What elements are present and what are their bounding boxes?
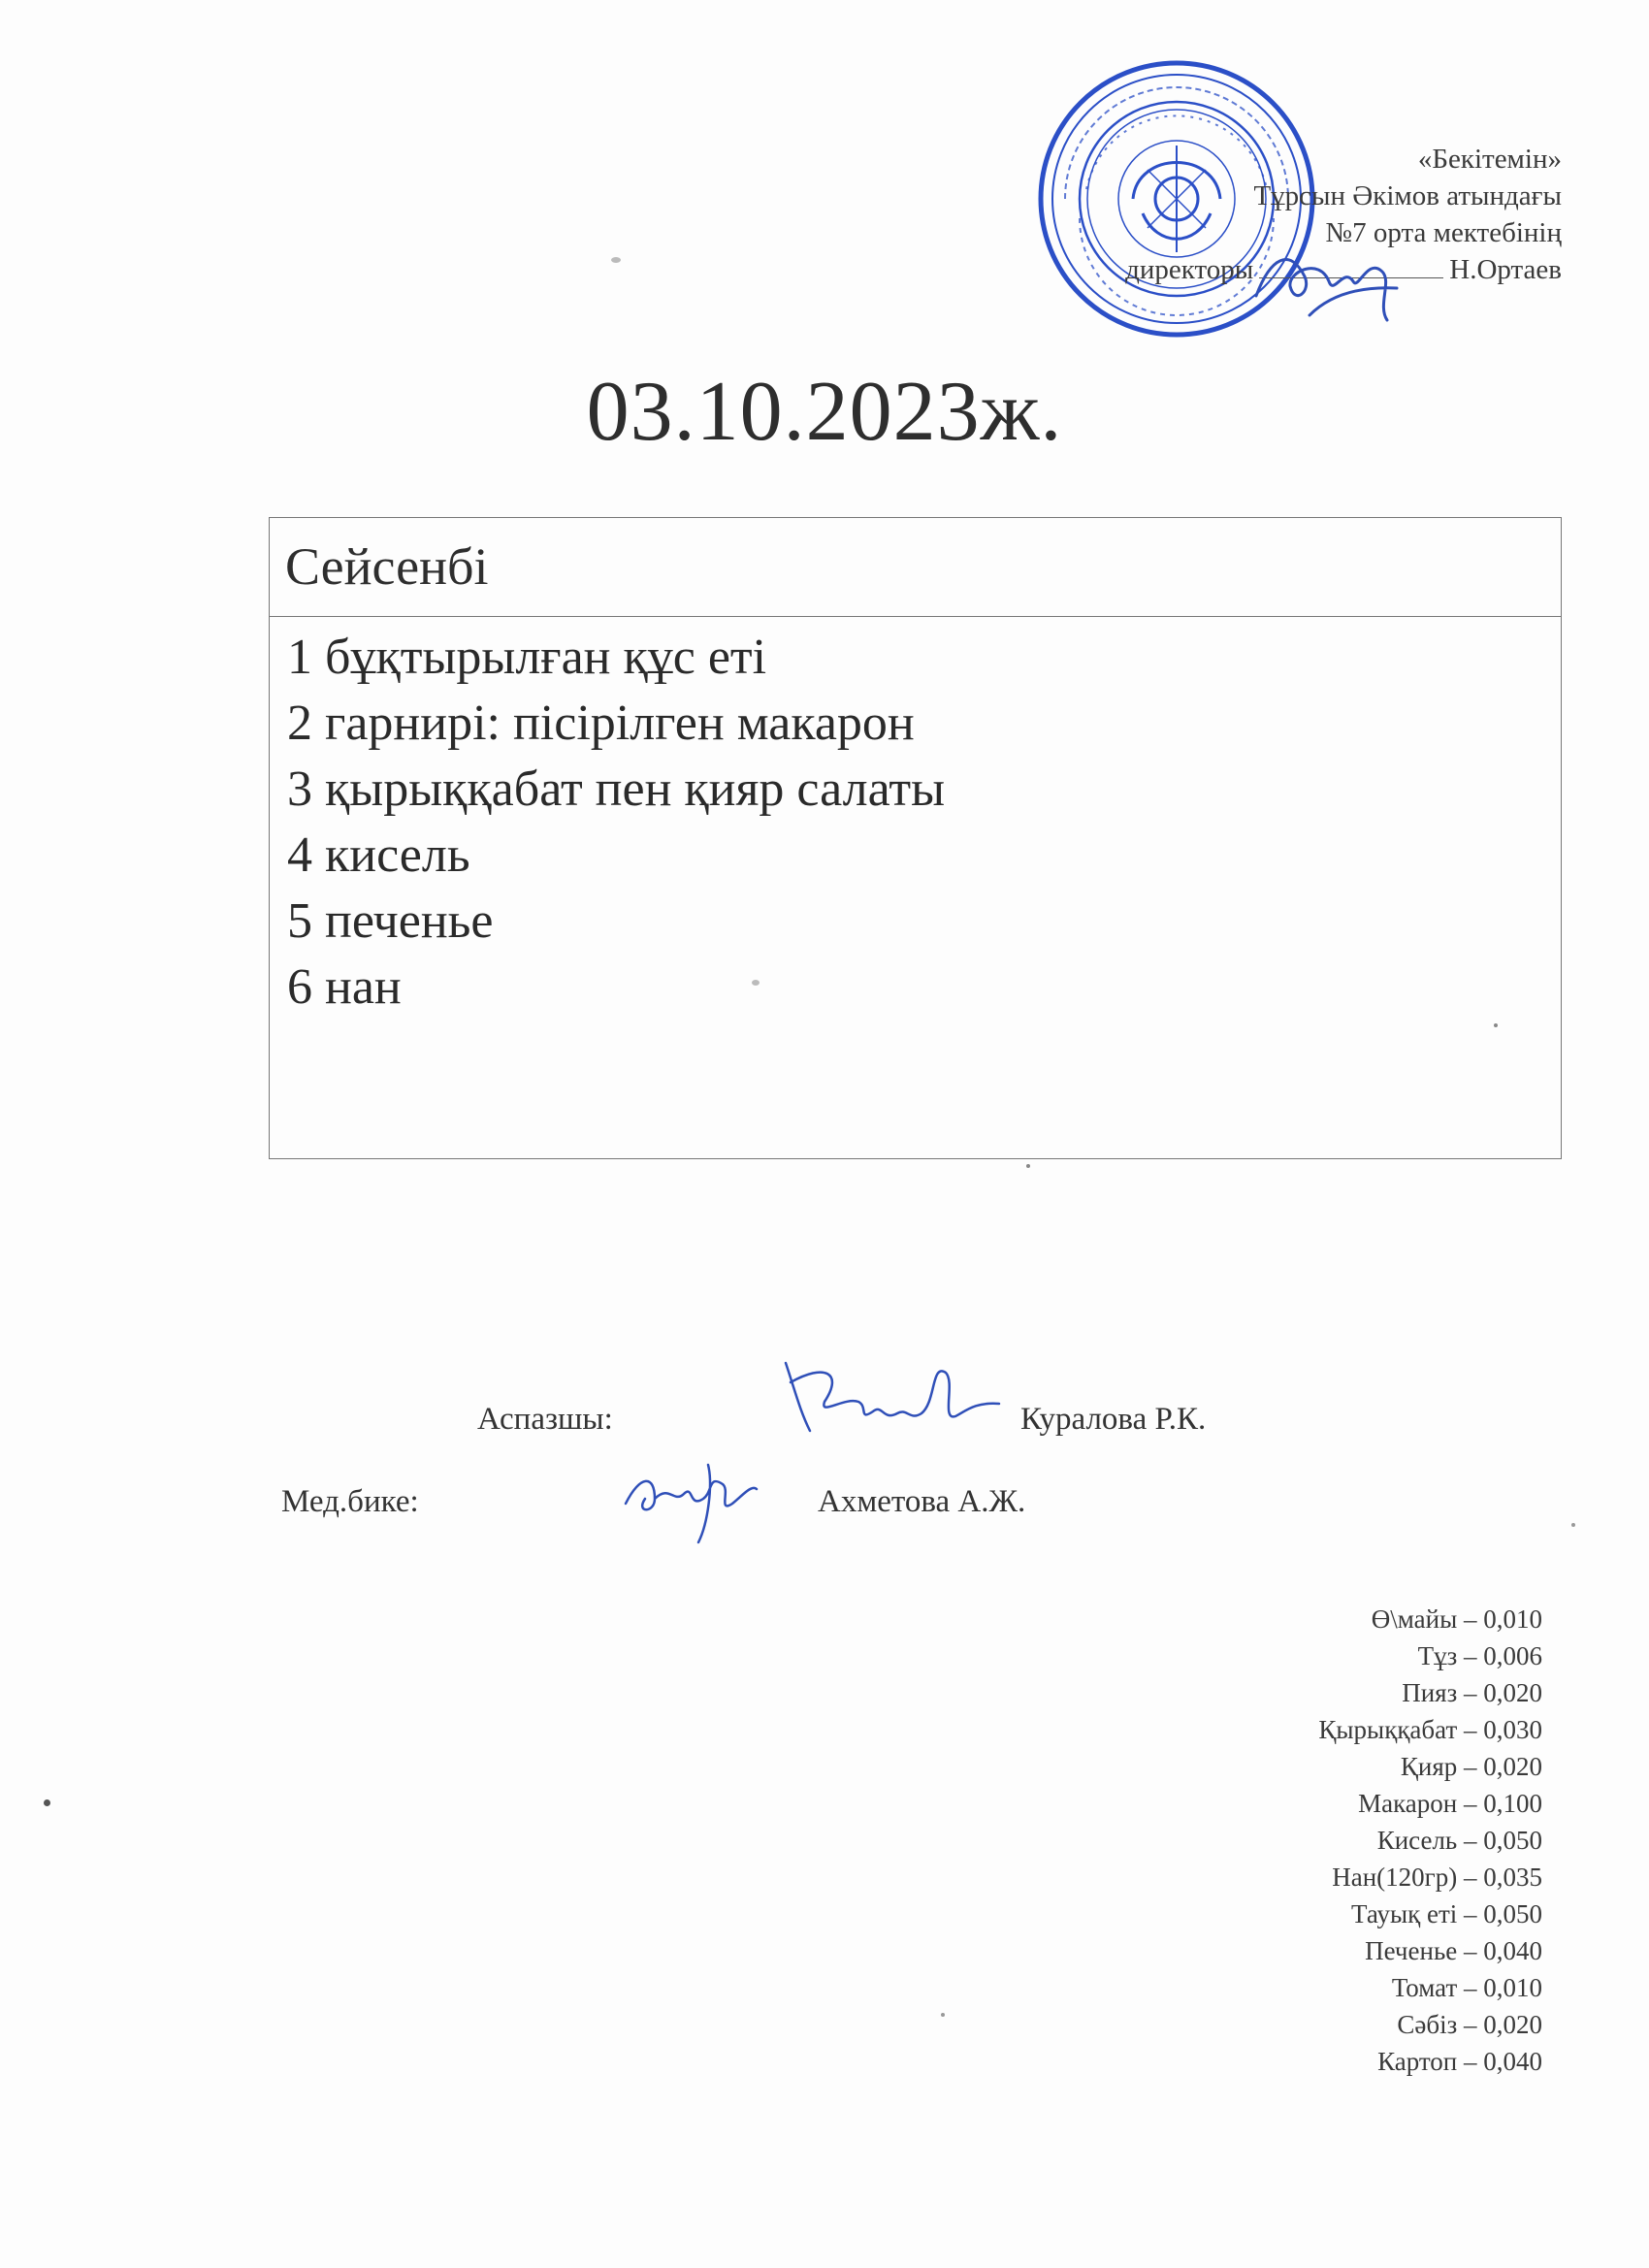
scan-speck xyxy=(1494,1023,1498,1027)
scan-speck xyxy=(752,980,760,986)
ingredients-list xyxy=(1057,1601,1542,2080)
ingredient-item: Макарон – 0,100 xyxy=(1358,1789,1542,1818)
ingredient-item: Ө\майы – 0,010 xyxy=(1371,1604,1542,1634)
ingredient-item: Картоп – 0,040 xyxy=(1377,2047,1542,2076)
approval-school-number: №7 орта мектебінің xyxy=(1325,217,1562,248)
scan-speck xyxy=(1571,1523,1575,1527)
ingredient-item: Тұз – 0,006 xyxy=(1417,1641,1542,1670)
director-signature xyxy=(1251,228,1406,335)
menu-item: 3 қырыққабат пен қияр салаты xyxy=(287,761,946,817)
ingredient-item: Томат – 0,010 xyxy=(1391,1973,1542,2002)
cook-label: Аспазшы: xyxy=(477,1402,613,1437)
menu-table xyxy=(269,517,1562,1159)
approval-director-name: Н.Ортаев xyxy=(1449,254,1562,285)
nurse-label: Мед.бике: xyxy=(281,1484,419,1519)
approval-director-label: директоры xyxy=(1125,254,1254,285)
scan-speck xyxy=(611,257,621,263)
ingredient-item: Пияз – 0,020 xyxy=(1402,1678,1542,1707)
menu-item: 4 кисель xyxy=(287,827,470,883)
menu-date: 03.10.2023ж. xyxy=(586,365,1063,459)
ingredient-item: Қырыққабат – 0,030 xyxy=(1318,1715,1542,1744)
scan-speck xyxy=(941,2013,945,2017)
approval-school-name: Тұрсын Әкімов атындағы xyxy=(1253,180,1562,211)
nurse-signature xyxy=(616,1445,761,1552)
menu-item: 1 бұқтырылған құс еті xyxy=(287,630,767,685)
approval-title: «Бекітемін» xyxy=(1417,144,1562,175)
scan-speck xyxy=(1026,1164,1030,1168)
ingredient-item: Кисель – 0,050 xyxy=(1376,1826,1542,1855)
ingredient-item: Тауық еті – 0,050 xyxy=(1351,1899,1542,1928)
ingredient-item: Печенье – 0,040 xyxy=(1365,1936,1542,1965)
cook-signature xyxy=(766,1344,1009,1450)
menu-items-list xyxy=(270,617,1561,1021)
ingredient-item: Сәбіз – 0,020 xyxy=(1397,2010,1542,2039)
nurse-name: Ахметова А.Ж. xyxy=(818,1484,1026,1519)
menu-item: 5 печенье xyxy=(287,893,494,949)
menu-day-header: Сейсенбі xyxy=(270,518,1561,617)
menu-item: 2 гарнирі: пісірілген макарон xyxy=(287,696,915,751)
ingredient-item: Нан(120гр) – 0,035 xyxy=(1332,1863,1542,1892)
menu-item: 6 нан xyxy=(287,959,402,1015)
cook-name: Куралова Р.К. xyxy=(1020,1402,1207,1437)
ingredient-item: Қияр – 0,020 xyxy=(1400,1752,1542,1781)
scan-speck xyxy=(44,1799,50,1806)
